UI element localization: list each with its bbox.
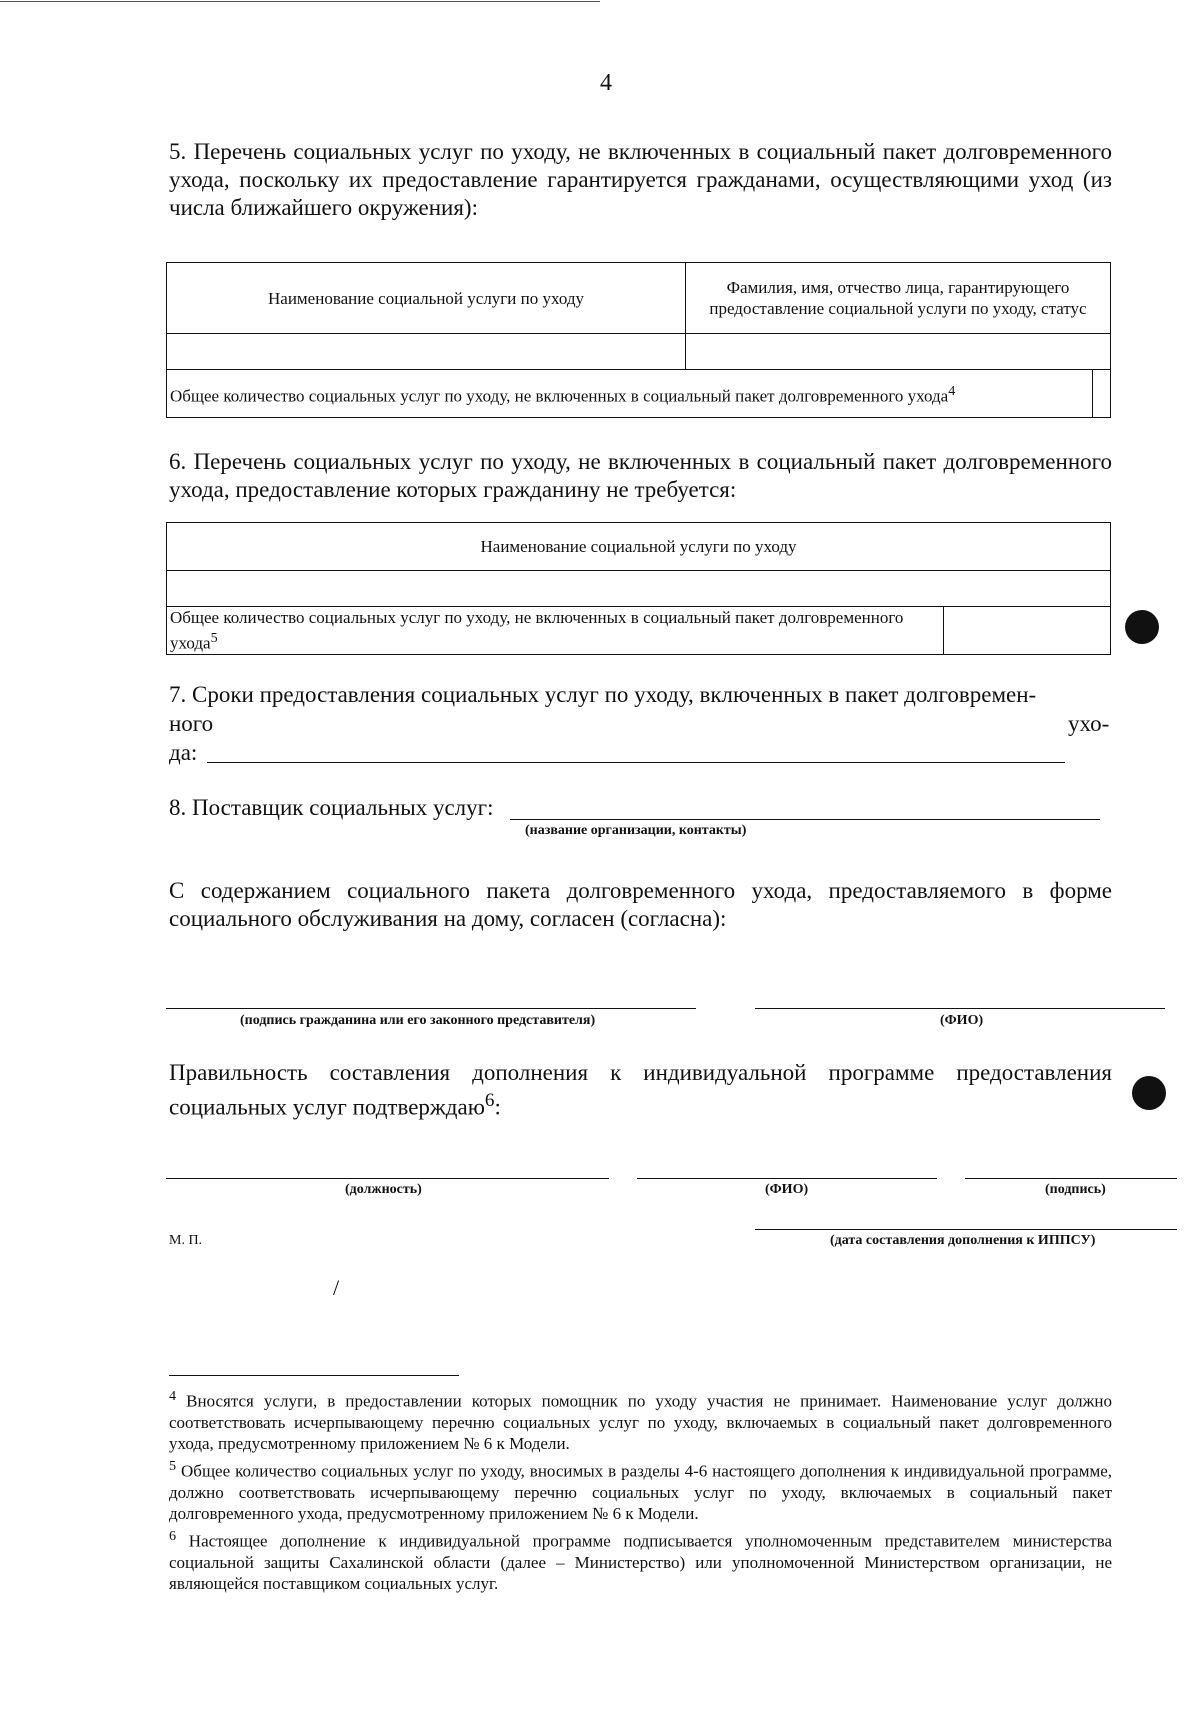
s5-col1-header: Наименование социальной услуги по уходу (167, 263, 686, 334)
section-7-line2-left: ного (169, 711, 214, 736)
section-5-table (166, 262, 1111, 418)
position-line[interactable] (166, 1178, 609, 1179)
footnote-4: $^4$ Вносятся услуги, в предоставлении которых помощник по уходу участия не принимает. Наименование услуг должно соответствовать исчерпывающему перечню социальных услуг по уходу, включаемых в социальный пакет долговременного ухода, предусмотренному приложением № 6 к Модели. (169, 1388, 1113, 1453)
top-edge-line (0, 1, 600, 2)
citizen-signature-caption: (подпись гражданина или его законного представителя) (240, 1013, 596, 1028)
section-7-line2-right: ухо- (1068, 711, 1110, 736)
footnote-ref-4: 4 (948, 382, 956, 399)
s5-service-cell[interactable] (167, 334, 686, 370)
footnote-ref-5: 5 (210, 630, 218, 647)
s5-total-value[interactable] (1093, 370, 1111, 418)
citizen-name-line[interactable] (755, 1008, 1165, 1009)
section-6-table (166, 522, 1111, 655)
date-caption: (дата составления дополнения к ИППСУ) (830, 1233, 1096, 1248)
s5-total-label: Общее количество социальных услуг по уходу, не включенных в социальный пакет долговременного ухода$^4$ (167, 370, 1093, 418)
provider-caption: (название организации, контакты) (525, 823, 747, 838)
official-signature-line[interactable] (965, 1178, 1177, 1179)
stamp-label: М. П. (169, 1233, 203, 1248)
footnote-6: $^6$ Настоящее дополнение к индивидуальной программе подписывается уполномоченным представителем министерства социальной защиты Сахалинской области (далее – Министерство) или уполномоченной Министерством организации, не являющейся поставщиком социальных услуг. (169, 1528, 1112, 1593)
page-number: 4 (600, 70, 612, 96)
section-7-line1: 7. Сроки предоставления социальных услуг по уходу, включенных в пакет долговремен- (169, 682, 1037, 707)
citizen-name-caption: (ФИО) (940, 1013, 984, 1028)
date-line[interactable] (755, 1229, 1177, 1230)
footnote-ref-6: 6 (484, 1090, 495, 1111)
section-5-text: 5. Перечень социальных услуг по уходу, не включенных в социальный пакет долговременного ухода, поскольку их предоставление гарантируется гражданами, осуществляющими уход (из числа ближайшего окружения): (169, 139, 1112, 220)
section-6-text: 6. Перечень социальных услуг по уходу, не включенных в социальный пакет долговременного ухода, предоставление которых гражданину не требуется: (169, 449, 1112, 502)
s6-header: Наименование социальной услуги по уходу (167, 523, 1111, 571)
care-period-field[interactable] (207, 762, 1065, 763)
s6-service-cell[interactable] (167, 571, 1111, 607)
official-signature-caption: (подпись) (1045, 1182, 1106, 1197)
s6-total-value[interactable] (944, 607, 1111, 655)
hole-punch-mark (1125, 610, 1159, 644)
s5-col2-header: Фамилия, имя, отчество лица, гарантирующего предоставление социальной услуги по уходу, статус (686, 263, 1111, 334)
official-name-line[interactable] (637, 1178, 937, 1179)
stray-mark: / (333, 1275, 340, 1300)
confirm-text: Правильность составления дополнения к индивидуальной программе предоставления социальных услуг подтверждаю$^6$: (169, 1060, 1112, 1120)
provider-field[interactable] (510, 819, 1100, 820)
footnote-separator (169, 1375, 459, 1376)
footnote-5: $^5$ Общее количество социальных услуг по уходу, вносимых в разделы 4-6 настоящего дополнения к индивидуальной программе, должно соответствовать исчерпывающему перечню социальных услуг по уходу, включаемых в социальный пакет долговременного ухода, предусмотренному приложением № 6 к Модели. (169, 1458, 1112, 1523)
position-caption: (должность) (345, 1182, 422, 1197)
s5-person-cell[interactable] (686, 334, 1111, 370)
official-name-caption: (ФИО) (765, 1182, 809, 1197)
consent-text: С содержанием социального пакета долговременного ухода, предоставляемого в форме социального обслуживания на дому, согласен (согласна): (169, 878, 1112, 931)
hole-punch-mark (1132, 1076, 1166, 1110)
citizen-signature-line[interactable] (166, 1008, 696, 1009)
s6-total-label: Общее количество социальных услуг по уходу, не включенных в социальный пакет долговременного ухода$^5$ (167, 607, 944, 655)
section-8-label: 8. Поставщик социальных услуг: (169, 795, 494, 820)
section-7-line3: да: (169, 740, 198, 765)
